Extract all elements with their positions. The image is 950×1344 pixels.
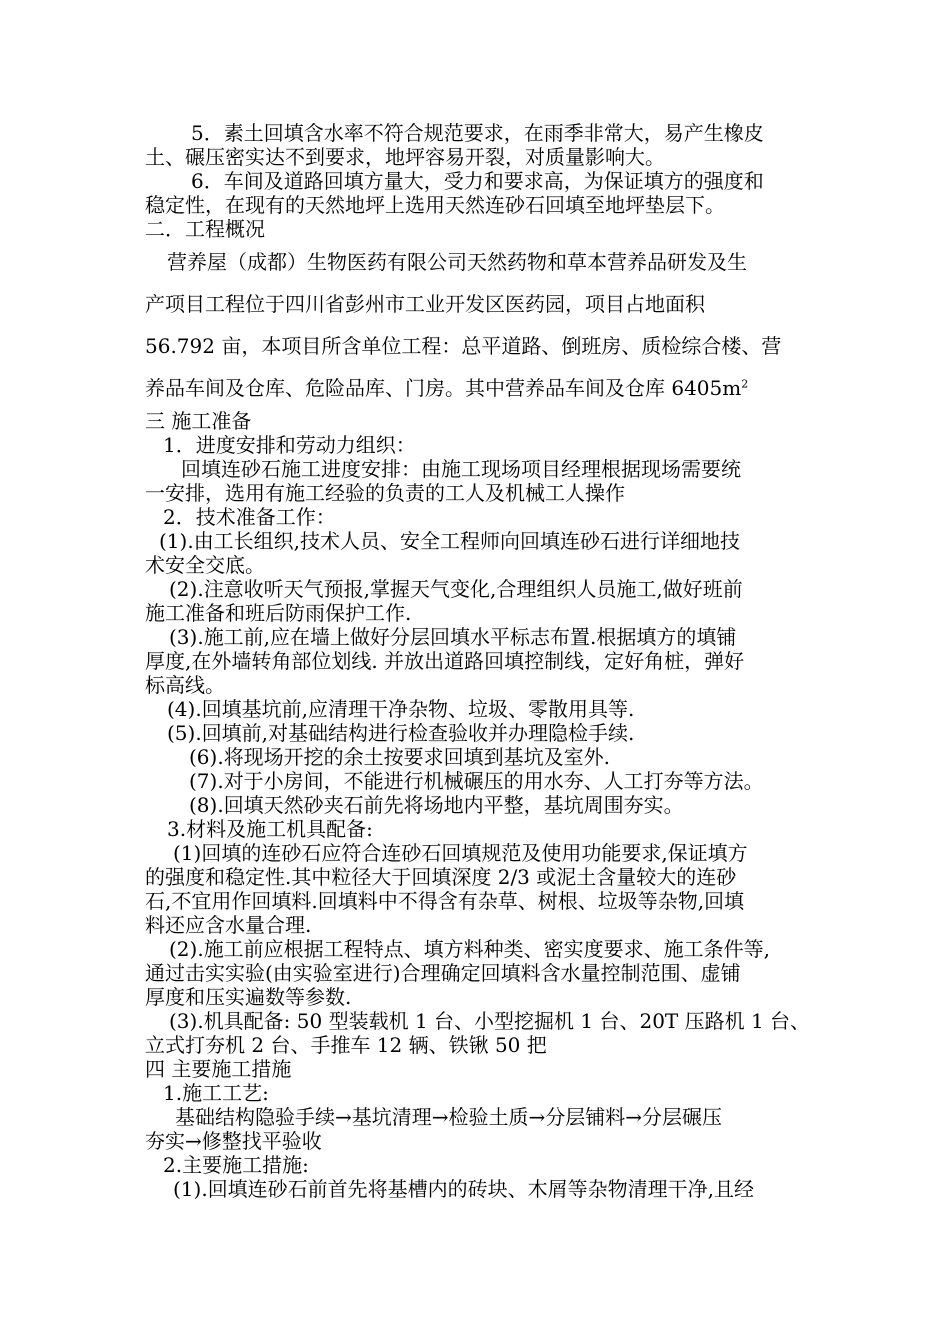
text-line-content: 产项目工程位于四川省彭州市工业开发区医药园，项目占地面积 [145, 292, 705, 316]
text-line [145, 529, 813, 553]
text-line [145, 577, 813, 601]
text-line [145, 169, 813, 193]
text-line [145, 145, 813, 169]
text-line-content: 的强度和稳定性.其中粒径大于回填深度 2/3 或泥土含量较大的连砂 [145, 865, 737, 889]
text-line [145, 793, 813, 817]
text-line [145, 697, 813, 721]
text-line-content: 施工准备和班后防雨保护工作. [145, 601, 412, 625]
text-line [145, 961, 813, 985]
text-line [145, 889, 813, 913]
text-line-content: 5．素土回填含水率不符合规范要求，在雨季非常大，易产生橡皮 [191, 121, 764, 145]
text-line [145, 769, 813, 793]
text-line-content: 标高线。 [145, 673, 225, 697]
text-line-content: (1).回填连砂石前首先将基槽内的砖块、木屑等杂物清理干净,且经 [173, 1177, 755, 1201]
text-line [145, 1177, 813, 1201]
text-line-content: 料还应含水量合理. [145, 913, 312, 937]
text-line-content: 1.施工工艺: [163, 1081, 269, 1105]
text-line [145, 817, 813, 841]
text-line-content: 营养屋（成都）生物医药有限公司天然药物和草本营养品研发及生 [167, 250, 747, 274]
superscript: 2 [741, 377, 749, 391]
text-line [145, 1129, 813, 1153]
text-line-content: 四 主要施工措施 [145, 1057, 292, 1081]
text-line-content: 一安排，选用有施工经验的负责的工人及机械工人操作 [145, 481, 625, 505]
text-line-content: 三 施工准备 [145, 409, 252, 433]
text-line-content: 回填连砂石施工进度安排：由施工现场项目经理根据现场需要统 [181, 457, 741, 481]
text-line [145, 553, 813, 577]
text-line [145, 1033, 813, 1057]
text-line-content: 2．技术准备工作： [163, 505, 336, 529]
text-line [145, 325, 813, 367]
text-line [145, 121, 813, 145]
text-line-content: 稳定性，在现有的天然地坪上选用天然连砂石回填至地坪垫层下。 [145, 193, 725, 217]
text-line-content: (6).将现场开挖的余土按要求回填到基坑及室外. [189, 745, 611, 769]
text-line [145, 193, 813, 217]
text-line-content: 2.主要施工措施: [163, 1153, 309, 1177]
text-line-content: (2).注意收听天气预报,掌握天气变化,合理组织人员施工,做好班前 [169, 577, 743, 601]
text-line-content: 1．进度安排和劳动力组织： [163, 433, 416, 457]
text-line-content: 通过击实实验(由实验室进行)合理确定回填料含水量控制范围、虚铺 [145, 961, 741, 985]
text-line-content: 二．工程概况 [145, 217, 265, 241]
text-line [145, 283, 813, 325]
text-line-content: (1)回填的连砂石应符合连砂石回填规范及使用功能要求,保证填方 [173, 841, 748, 865]
text-line-content: (2).施工前应根据工程特点、填方料种类、密实度要求、施工条件等, [169, 937, 771, 961]
text-line [145, 457, 813, 481]
text-line [145, 865, 813, 889]
text-line [145, 481, 813, 505]
text-line [145, 721, 813, 745]
text-line [145, 505, 813, 529]
text-line [145, 673, 813, 697]
text-line-content: 立式打夯机 2 台、手推车 12 辆、铁锹 50 把 [145, 1033, 547, 1057]
text-line-content: (3).施工前,应在墙上做好分层回填水平标志布置.根据填方的填铺 [169, 625, 737, 649]
text-line [145, 433, 813, 457]
text-line-content: 石,不宜用作回填料.回填料中不得含有杂草、树根、垃圾等杂物,回填 [145, 889, 745, 913]
text-line [145, 937, 813, 961]
text-line [145, 1153, 813, 1177]
text-line-content: 土、碾压密实达不到要求，地坪容易开裂，对质量影响大。 [145, 145, 665, 169]
text-line [145, 601, 813, 625]
text-line [145, 625, 813, 649]
text-line [145, 745, 813, 769]
text-line-content: 夯实→修整找平验收 [145, 1129, 322, 1153]
text-line [145, 649, 813, 673]
text-line [145, 841, 813, 865]
text-line [145, 241, 813, 283]
text-line-content: 基础结构隐验手续→基坑清理→检验土质→分层铺料→分层碾压 [175, 1105, 723, 1129]
text-line-content: (4).回填基坑前,应清理干净杂物、垃圾、零散用具等. [167, 697, 635, 721]
text-line [145, 1057, 813, 1081]
text-line-content: 术安全交底。 [145, 553, 265, 577]
text-line-content: 厚度,在外墙转角部位划线. 并放出道路回填控制线，定好角桩，弹好 [145, 649, 745, 673]
text-line-content: 养品车间及仓库、危险品库、门房。其中营养品车间及仓库 6405m [145, 376, 742, 400]
text-line [145, 217, 813, 241]
text-line-content: (7).对于小房间，不能进行机械碾压的用水夯、人工打夯等方法。 [189, 769, 764, 793]
text-line [145, 913, 813, 937]
text-line [145, 1105, 813, 1129]
text-line-content: (8).回填天然砂夹石前先将场地内平整，基坑周围夯实。 [189, 793, 684, 817]
text-line [145, 1081, 813, 1105]
text-line-content: 56.792 亩，本项目所含单位工程：总平道路、倒班房、质检综合楼、营 [145, 334, 782, 358]
text-line-content: 厚度和压实遍数等参数. [145, 985, 352, 1009]
text-line-content: (5).回填前,对基础结构进行检查验收并办理隐检手续. [167, 721, 635, 745]
text-line-content: 6．车间及道路回填方量大，受力和要求高，为保证填方的强度和 [191, 169, 764, 193]
document-body [145, 121, 813, 1201]
text-line [145, 1009, 813, 1033]
text-line-content: (1).由工长组织,技术人员、安全工程师向回填连砂石进行详细地技 [159, 529, 741, 553]
text-line [145, 409, 813, 433]
text-line [145, 367, 813, 409]
text-line-content: (3).机具配备: 50 型装载机 1 台、小型挖掘机 1 台、20T 压路机 1 台、 [169, 1009, 811, 1033]
text-line [145, 985, 813, 1009]
text-line-content: 3.材料及施工机具配备: [167, 817, 373, 841]
